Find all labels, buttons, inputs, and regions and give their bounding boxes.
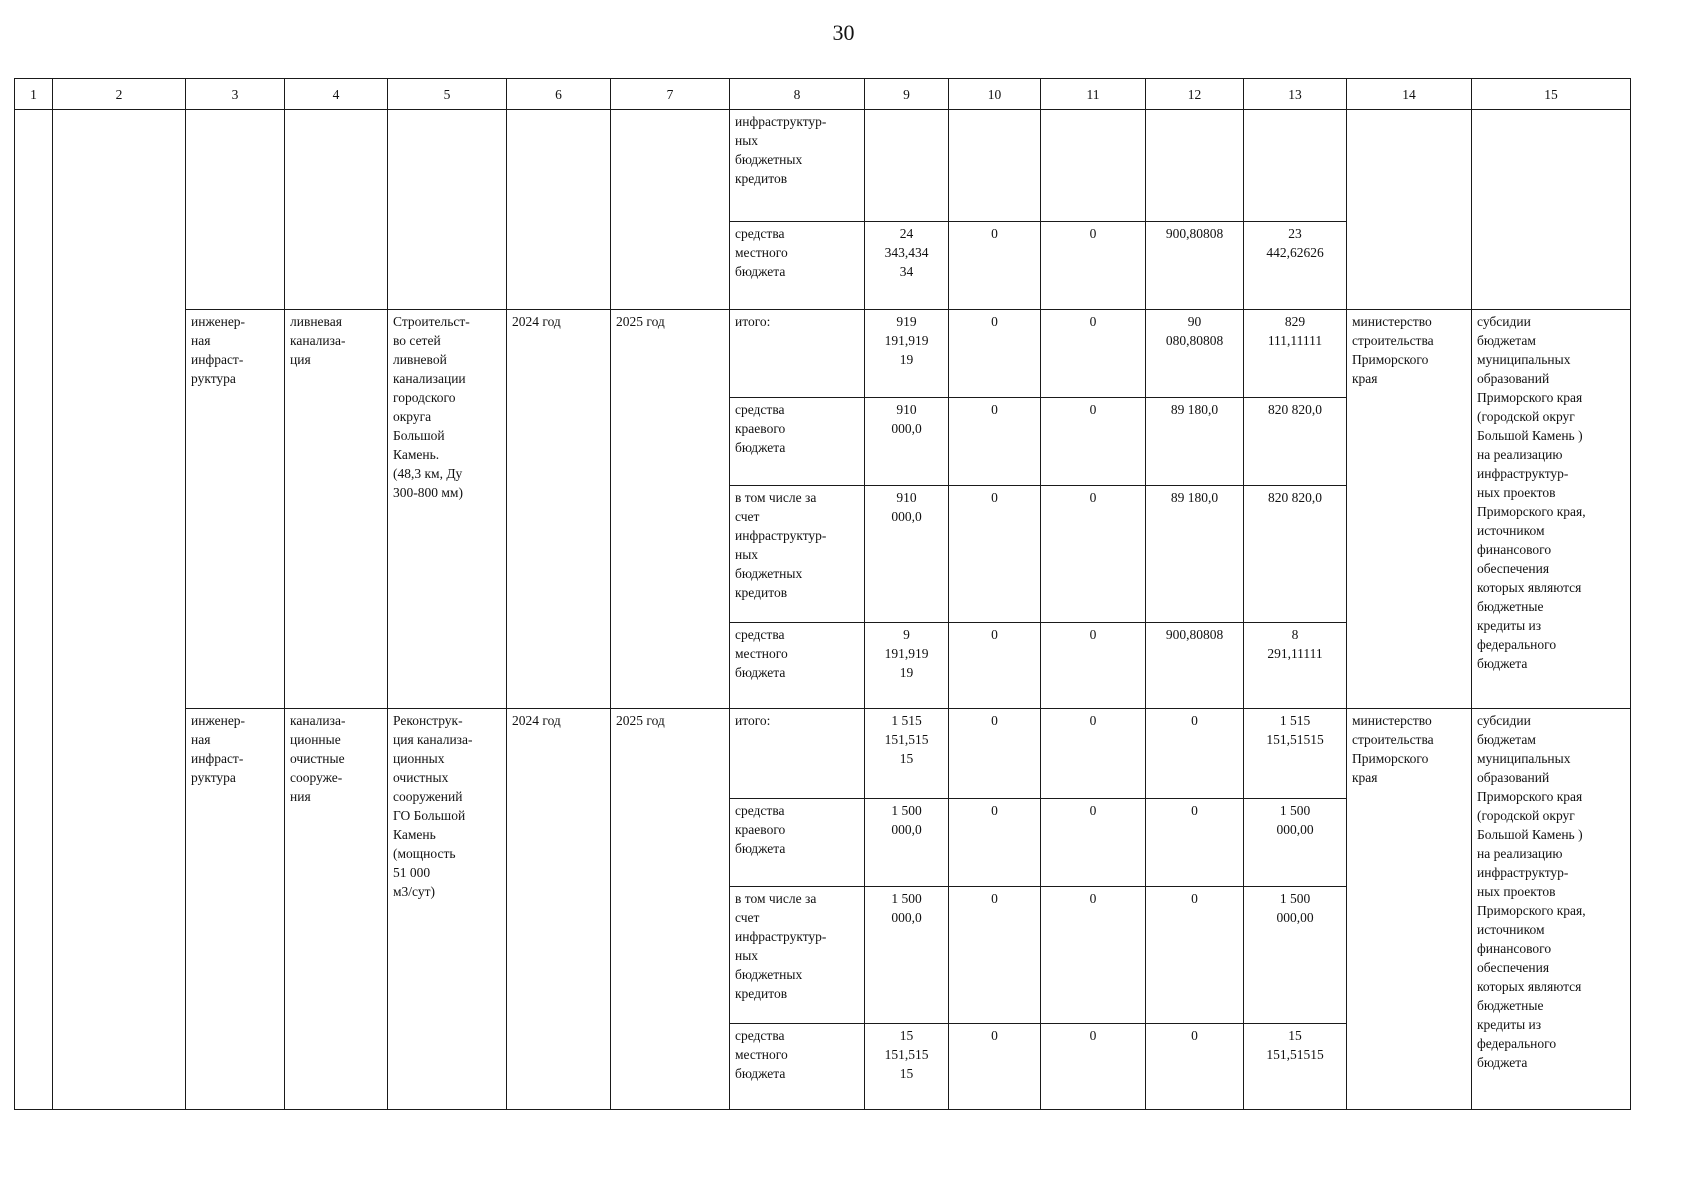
cell-infrastructure-type: инженер- ная инфраст- руктура <box>186 310 285 709</box>
page-number: 30 <box>832 20 855 45</box>
cell-object-type: канализа- ционные очистные сооруже- ния <box>285 709 388 1110</box>
cell-source-label: в том числе за счет инфраструктур- ных бюджетных кредитов <box>730 486 865 623</box>
col-header: 12 <box>1146 79 1244 110</box>
cell-value: 0 <box>949 486 1041 623</box>
cell-end-year: 2025 год <box>611 310 730 709</box>
cell-value: 0 <box>1041 222 1146 310</box>
cell-value: 0 <box>1146 887 1244 1024</box>
cell-value: 0 <box>949 398 1041 486</box>
cell-value: 0 <box>1146 709 1244 799</box>
budget-table <box>14 78 1631 1110</box>
cell-value: 0 <box>949 222 1041 310</box>
cell-col2 <box>53 110 186 1110</box>
cell-value: 0 <box>1041 623 1146 709</box>
cell-value: 0 <box>1041 887 1146 1024</box>
cell-start-year: 2024 год <box>507 709 611 1110</box>
cell-value: 0 <box>949 310 1041 398</box>
cell-value: 0 <box>1041 709 1146 799</box>
cell-value <box>865 110 949 222</box>
cell-source-label: итого: <box>730 310 865 398</box>
cell-value: 23 442,62626 <box>1244 222 1347 310</box>
cell-source-label: средства краевого бюджета <box>730 799 865 887</box>
cell-col4 <box>285 110 388 310</box>
cell-col15 <box>1472 110 1631 310</box>
cell-value: 1 515 151,515 15 <box>865 709 949 799</box>
cell-value: 0 <box>1041 799 1146 887</box>
col-header: 3 <box>186 79 285 110</box>
cell-value: 900,80808 <box>1146 222 1244 310</box>
cell-value: 1 500 000,00 <box>1244 799 1347 887</box>
cell-col6 <box>507 110 611 310</box>
cell-value <box>1146 110 1244 222</box>
cell-source-label: средства местного бюджета <box>730 623 865 709</box>
table-row <box>15 110 1631 222</box>
cell-value: 0 <box>949 623 1041 709</box>
cell-value: 0 <box>949 709 1041 799</box>
cell-value: 90 080,80808 <box>1146 310 1244 398</box>
cell-value: 1 500 000,00 <box>1244 887 1347 1024</box>
cell-source-label: в том числе за счет инфраструктур- ных бюджетных кредитов <box>730 887 865 1024</box>
cell-value: 15 151,515 15 <box>865 1024 949 1110</box>
cell-value <box>1041 110 1146 222</box>
cell-value: 0 <box>1041 310 1146 398</box>
cell-value: 1 500 000,0 <box>865 799 949 887</box>
cell-note: субсидии бюджетам муниципальных образований Приморского края (городской округ Большой Камень ) на реализацию инфраструктур- ных проектов Приморского края, источником финансового обеспечения которых являются бюджетные кредиты из федерального бюджета <box>1472 709 1631 1110</box>
cell-value: 0 <box>1146 1024 1244 1110</box>
cell-responsible: министерство строительства Приморского края <box>1347 310 1472 709</box>
cell-col1 <box>15 110 53 1110</box>
cell-value: 829 111,11111 <box>1244 310 1347 398</box>
col-header: 7 <box>611 79 730 110</box>
cell-value: 1 500 000,0 <box>865 887 949 1024</box>
cell-value: 900,80808 <box>1146 623 1244 709</box>
header-row <box>15 79 1631 110</box>
cell-source-label: итого: <box>730 709 865 799</box>
cell-value: 820 820,0 <box>1244 486 1347 623</box>
col-header: 8 <box>730 79 865 110</box>
cell-value: 24 343,434 34 <box>865 222 949 310</box>
cell-project-name: Реконструк- ция канализа- ционных очистных сооружений ГО Большой Камень (мощность 51 000 м3/сут) <box>388 709 507 1110</box>
cell-start-year: 2024 год <box>507 310 611 709</box>
cell-value: 8 291,11111 <box>1244 623 1347 709</box>
col-header: 4 <box>285 79 388 110</box>
col-header: 5 <box>388 79 507 110</box>
cell-value: 0 <box>1041 1024 1146 1110</box>
col-header: 15 <box>1472 79 1631 110</box>
col-header: 10 <box>949 79 1041 110</box>
cell-value <box>1244 110 1347 222</box>
table-row <box>15 709 1631 799</box>
cell-value: 820 820,0 <box>1244 398 1347 486</box>
cell-value: 919 191,919 19 <box>865 310 949 398</box>
col-header: 11 <box>1041 79 1146 110</box>
cell-source-label: средства местного бюджета <box>730 1024 865 1110</box>
cell-source-label: инфраструктур- ных бюджетных кредитов <box>730 110 865 222</box>
cell-value: 0 <box>949 1024 1041 1110</box>
cell-col14 <box>1347 110 1472 310</box>
cell-value: 0 <box>1041 398 1146 486</box>
cell-note: субсидии бюджетам муниципальных образований Приморского края (городской округ Большой Камень ) на реализацию инфраструктур- ных проектов Приморского края, источником финансового обеспечения которых являются бюджетные кредиты из федерального бюджета <box>1472 310 1631 709</box>
col-header: 14 <box>1347 79 1472 110</box>
cell-value: 89 180,0 <box>1146 486 1244 623</box>
cell-value: 0 <box>949 887 1041 1024</box>
cell-value: 89 180,0 <box>1146 398 1244 486</box>
cell-object-type: ливневая канализа- ция <box>285 310 388 709</box>
cell-source-label: средства местного бюджета <box>730 222 865 310</box>
col-header: 9 <box>865 79 949 110</box>
cell-value <box>949 110 1041 222</box>
cell-value: 910 000,0 <box>865 486 949 623</box>
col-header: 1 <box>15 79 53 110</box>
table-row <box>15 310 1631 398</box>
cell-value: 15 151,51515 <box>1244 1024 1347 1110</box>
cell-col3 <box>186 110 285 310</box>
cell-value: 1 515 151,51515 <box>1244 709 1347 799</box>
cell-value: 9 191,919 19 <box>865 623 949 709</box>
cell-infrastructure-type: инженер- ная инфраст- руктура <box>186 709 285 1110</box>
cell-responsible: министерство строительства Приморского края <box>1347 709 1472 1110</box>
cell-col5 <box>388 110 507 310</box>
col-header: 2 <box>53 79 186 110</box>
col-header: 13 <box>1244 79 1347 110</box>
cell-project-name: Строительст- во сетей ливневой канализации городского округа Большой Камень. (48,3 км, Ду 300-800 мм) <box>388 310 507 709</box>
cell-col7 <box>611 110 730 310</box>
col-header: 6 <box>507 79 611 110</box>
cell-end-year: 2025 год <box>611 709 730 1110</box>
cell-value: 0 <box>949 799 1041 887</box>
cell-value: 910 000,0 <box>865 398 949 486</box>
cell-value: 0 <box>1041 486 1146 623</box>
cell-value: 0 <box>1146 799 1244 887</box>
cell-source-label: средства краевого бюджета <box>730 398 865 486</box>
